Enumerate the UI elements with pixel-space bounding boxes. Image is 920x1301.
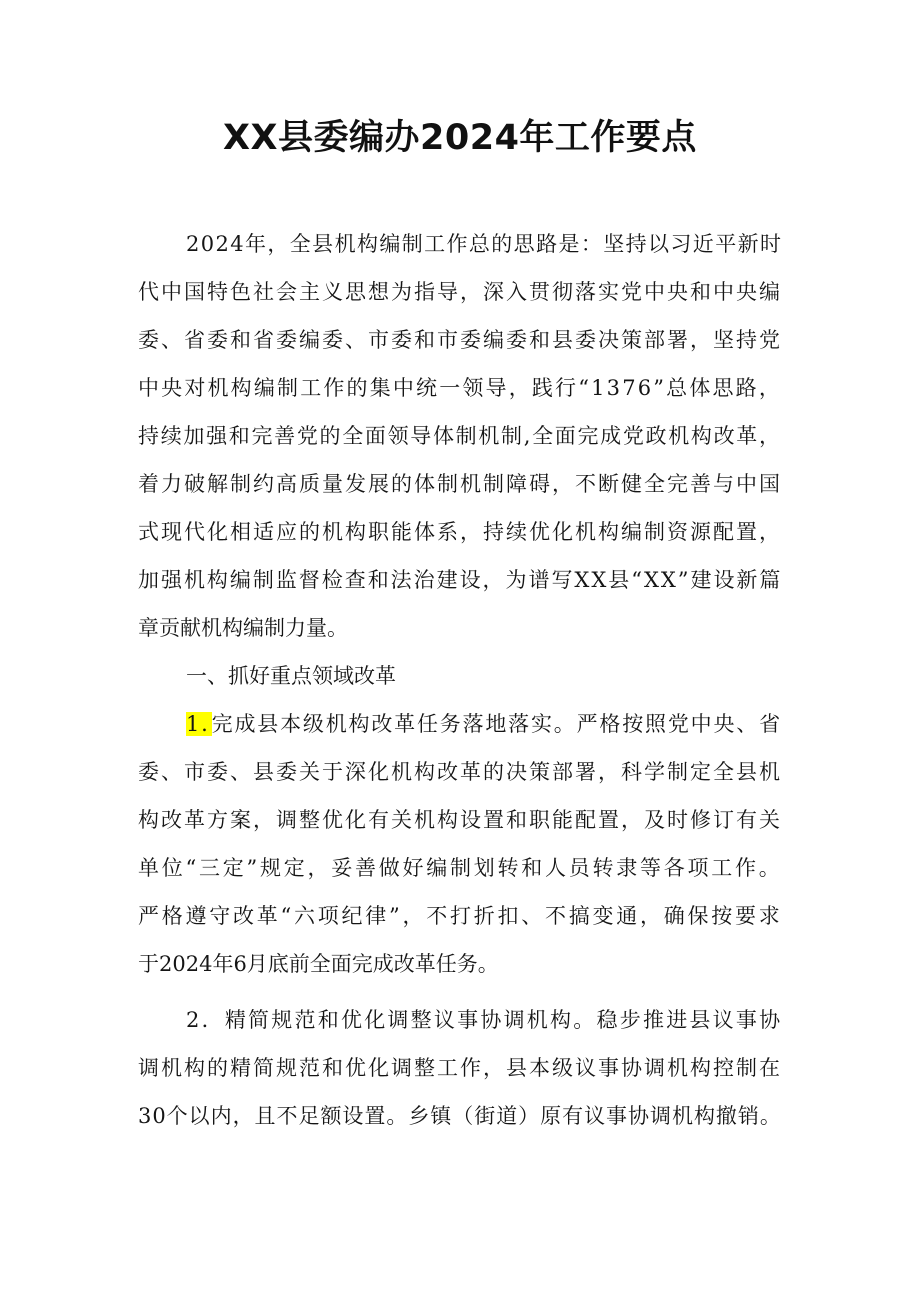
paragraph-line: 单位“三定”规定，妥善做好编制划转和人员转隶等各项工作。 (138, 856, 783, 880)
paragraph-line: 2024年，全县机构编制工作总的思路是：坚持以习近平新时 (186, 232, 783, 256)
section-heading: 一、抓好重点领域改革 (186, 664, 396, 688)
paragraph-line: 加强机构编制监督检查和法治建设，为谱写XX县“XX”建设新篇 (138, 568, 783, 592)
paragraph-line: 完成县本级机构改革任务落地落实。严格按照党中央、省 (211, 712, 782, 736)
paragraph-line: 构改革方案，调整优化有关机构设置和职能配置，及时修订有关 (138, 808, 782, 832)
paragraph-line: 调机构的精简规范和优化调整工作，县本级议事协调机构控制在 (138, 1056, 782, 1080)
paragraph-line: 持续加强和完善党的全面领导体制机制,全面完成党政机构改革， (138, 424, 782, 448)
paragraph-line: 30个以内，且不足额设置。乡镇（街道）原有议事协调机构撤销。 (138, 1104, 782, 1128)
paragraph-line: 式现代化相适应的机构职能体系，持续优化机构编制资源配置， (138, 520, 782, 544)
paragraph-line: 着力破解制约高质量发展的体制机制障碍，不断健全完善与中国 (138, 472, 782, 496)
paragraph-line: 2．精简规范和优化调整议事协调机构。稳步推进县议事协 (186, 1008, 783, 1032)
paragraph-line: 严格遵守改革“六项纪律”，不打折扣、不搞变通，确保按要求 (138, 904, 783, 928)
paragraph-line: 代中国特色社会主义思想为指导，深入贯彻落实党中央和中央编 (138, 280, 782, 304)
item-1-first-line (186, 706, 782, 742)
paragraph-line: 章贡献机构编制力量。 (138, 616, 348, 640)
paragraph-line: 委、市委、县委关于深化机构改革的决策部署，科学制定全县机 (138, 760, 782, 784)
document-title: XX县委编办2024年工作要点 (223, 118, 697, 158)
paragraph-line: 中央对机构编制工作的集中统一领导，践行“1376”总体思路， (138, 376, 783, 400)
paragraph-line: 于2024年6月底前全面完成改革任务。 (138, 952, 499, 976)
paragraph-line: 委、省委和省委编委、市委和市委编委和县委决策部署，坚持党 (138, 328, 782, 352)
highlighted-item-number: 1. (186, 712, 210, 736)
